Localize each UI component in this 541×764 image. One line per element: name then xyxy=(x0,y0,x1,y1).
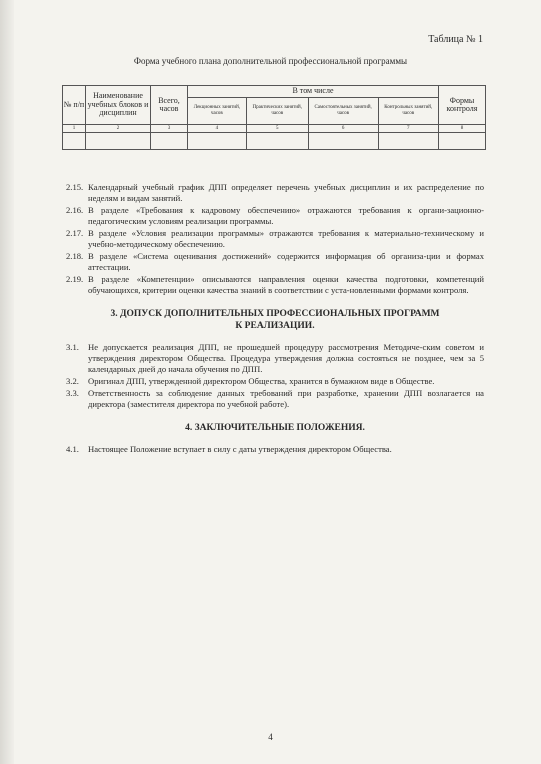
list-item xyxy=(66,274,484,296)
section-3-heading-line: 3. ДОПУСК ДОПОЛНИТЕЛЬНЫХ ПРОФЕССИОНАЛЬНЫХ ПРОГРАММ xyxy=(110,309,440,319)
header-forms: Формы контроля xyxy=(439,86,486,125)
item-text: Оригинал ДПП, утвержденной директором Общества, хранится в бумажном виде в Обществе. xyxy=(88,376,435,386)
header-including: В том числе xyxy=(188,86,439,98)
item-number: 3.1. xyxy=(66,342,79,352)
item-text: В разделе «Компетенции» описываются направления оценки качества подготовки, компетенций обучающихся, критерии оценки качества знаний в соответствии с уста-новленными формами контроля. xyxy=(88,274,484,295)
header-total: Всего, часов xyxy=(151,86,188,125)
item-text: Календарный учебный график ДПП определяет перечень учебных дисциплин и их распределение по неделям и видам занятий. xyxy=(88,182,484,203)
page-number: 4 xyxy=(268,732,273,742)
section-4-heading: 4. ЗАКЛЮЧИТЕЛЬНЫЕ ПОЛОЖЕНИЯ. xyxy=(185,423,365,433)
header-lect: Лекционных занятий, часов xyxy=(188,98,247,125)
table-label: Таблица № 1 xyxy=(428,34,483,45)
list-item xyxy=(66,388,484,410)
item-number: 3.2. xyxy=(66,376,79,386)
col-number: 8 xyxy=(439,125,486,133)
document-body xyxy=(66,182,484,456)
item-number: 2.16. xyxy=(66,205,84,215)
list-item xyxy=(66,376,484,387)
list-item xyxy=(66,228,484,250)
header-name: Наименование учебных блоков и дисциплин xyxy=(86,86,151,125)
list-item xyxy=(66,444,484,455)
col-number: 3 xyxy=(151,125,188,133)
list-item xyxy=(66,342,484,375)
col-number: 7 xyxy=(378,125,439,133)
item-number: 2.19. xyxy=(66,274,84,284)
item-number: 4.1. xyxy=(66,444,79,454)
list-item xyxy=(66,205,484,227)
item-text: В разделе «Система оценивания достижений» содержится информация об организа-ции и формах аттестации. xyxy=(88,251,484,272)
section-3-heading-line: К РЕАЛИЗАЦИИ. xyxy=(235,321,315,331)
curriculum-table xyxy=(62,85,486,150)
item-text: Ответственность за соблюдение данных требований при разработке, хранении ДПП возлагается на директора (заместителя директора по учебной работе). xyxy=(88,388,484,409)
form-title: Форма учебного плана дополнительной профессиональной программы xyxy=(133,56,408,66)
col-number: 4 xyxy=(188,125,247,133)
col-number: 6 xyxy=(308,125,378,133)
item-number: 2.15. xyxy=(66,182,84,192)
list-item xyxy=(66,182,484,204)
scan-edge-shadow xyxy=(0,0,14,764)
header-pract: Практических занятий, часов xyxy=(246,98,308,125)
col-number: 5 xyxy=(246,125,308,133)
col-number: 1 xyxy=(63,125,86,133)
list-item xyxy=(66,251,484,273)
item-text: В разделе «Условия реализации программы» отражаются требования к материально-техническому и учебно-методическому обеспечению. xyxy=(88,228,484,249)
col-number: 2 xyxy=(86,125,151,133)
header-self: Самостоятельных занятий, часов xyxy=(308,98,378,125)
item-text: В разделе «Требования к кадровому обеспечению» отражаются требования к органи-зационно-педагогическим условиям реализации программы. xyxy=(88,205,484,226)
header-num: № п/п xyxy=(63,86,86,125)
table-row-empty xyxy=(63,133,486,150)
section-3-heading xyxy=(66,308,484,332)
item-number: 2.17. xyxy=(66,228,84,238)
header-control: Контрольных занятий, часов xyxy=(378,98,439,125)
item-text: Не допускается реализация ДПП, не прошедшей процедуру рассмотрения Методиче-ским советом и утверждения директором Общества. Процедура утверждения должна состояться не позднее, чем за 5 календарных дней до начала обучения по ДПП. xyxy=(88,342,484,374)
item-text: Настоящее Положение вступает в силу с даты утверждения директором Общества. xyxy=(88,444,392,454)
item-number: 2.18. xyxy=(66,251,84,261)
item-number: 3.3. xyxy=(66,388,79,398)
